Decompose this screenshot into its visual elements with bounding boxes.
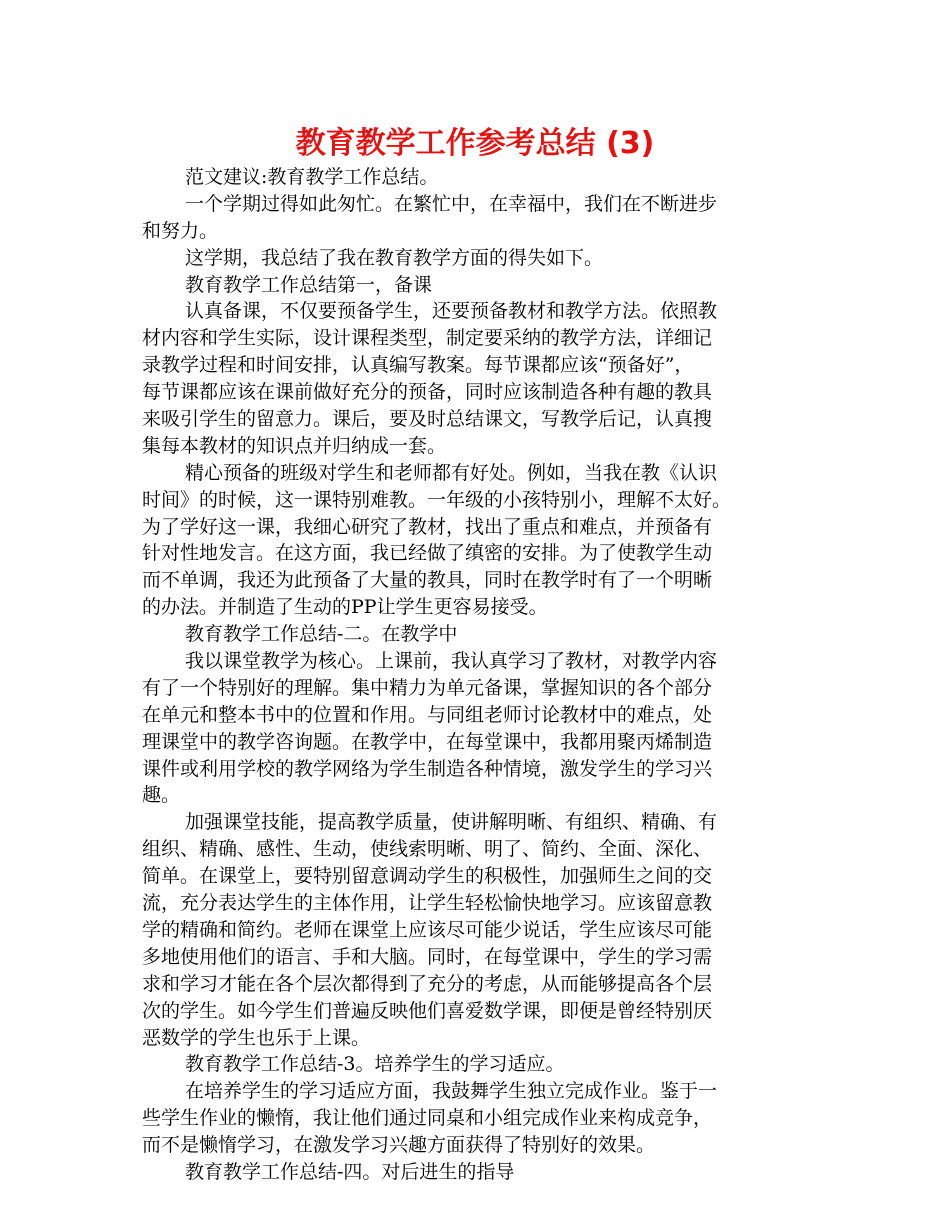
body-text-line: 理课堂中的教学咨询题。在教学中，在每堂课中，我都用聚丙烯制造: [142, 730, 713, 753]
body-text-line: 材内容和学生实际，设计课程类型，制定要采纳的教学方法，详细记: [142, 327, 713, 350]
body-text-line: 来吸引学生的留意力。课后，要及时总结课文，写教学后记，认真搜: [142, 408, 713, 431]
body-text-line: 多地使用他们的语言、手和大脑。同时，在每堂课中，学生的学习需: [142, 945, 713, 968]
body-text-line: 集每本教材的知识点并归纳成一套。: [142, 434, 447, 457]
body-text-line: 组织、精确、感性、生动，使线索明晰、明了、简约、全面、深化、: [142, 838, 713, 861]
body-text-line: 求和学习才能在各个层次都得到了充分的考虑，从而能够提高各个层: [142, 972, 713, 995]
body-text-line: 录教学过程和时间安排，认真编写教案。每节课都应该“预备好”，: [142, 354, 694, 377]
body-text-line: 教育教学工作总结第一，备课: [185, 273, 433, 296]
body-text-line: 些学生作业的懒惰，我让他们通过同桌和小组完成作业来构成竞争，: [142, 1107, 713, 1130]
body-text-line: 在单元和整本书中的位置和作用。与同组老师讨论教材中的难点，处: [142, 703, 713, 726]
body-text-line: 恶数学的学生也乐于上课。: [142, 1026, 371, 1049]
body-text-line: 课件或利用学校的教学网络为学生制造各种情境，激发学生的学习兴: [142, 757, 713, 780]
body-text-line: 精心预备的班级对学生和老师都有好处。例如，当我在教《认识: [185, 461, 718, 484]
body-text-line: 这学期，我总结了我在教育教学方面的得失如下。: [185, 246, 604, 269]
body-text-line: 教育教学工作总结-二。在教学中: [185, 623, 458, 646]
body-text-line: 在培养学生的学习适应方面，我鼓舞学生独立完成作业。鉴于一: [185, 1080, 718, 1103]
body-text-line: 简单。在课堂上，要特别留意调动学生的积极性，加强师生之间的交: [142, 865, 713, 888]
body-text-line: 我以课堂教学为核心。上课前，我认真学习了教材，对教学内容: [185, 650, 718, 673]
document-body: [142, 164, 822, 1186]
body-text-line: 流，充分表达学生的主体作用，让学生轻松愉快地学习。应该留意教: [142, 892, 713, 915]
body-text-line: 为了学好这一课，我细心研究了教材，找出了重点和难点，并预备有: [142, 515, 713, 538]
body-text-line: 而不单调，我还为此预备了大量的教具，同时在教学时有了一个明晰: [142, 569, 713, 592]
body-text-line: 每节课都应该在课前做好充分的预备，同时应该制造各种有趣的教具: [142, 381, 713, 404]
body-text-line: 而不是懒惰学习，在激发学习兴趣方面获得了特别好的效果。: [142, 1134, 656, 1157]
body-text-line: 教育教学工作总结-3。培养学生的学习适应。: [185, 1053, 565, 1076]
body-text-line: 针对性地发言。在这方面，我已经做了缜密的安排。为了使教学生动: [142, 542, 713, 565]
body-text-line: 学的精确和简约。老师在课堂上应该尽可能少说话，学生应该尽可能: [142, 918, 713, 941]
body-text-line: 的办法。并制造了生动的PP让学生更容易接受。: [142, 596, 548, 619]
body-text-line: 有了一个特别好的理解。集中精力为单元备课，掌握知识的各个部分: [142, 676, 713, 699]
body-text-line: 时间》的时候，这一课特别难教。一年级的小孩特别小，理解不太好。: [142, 488, 732, 511]
body-text-line: 次的学生。如今学生们普遍反映他们喜爱数学课，即便是曾经特别厌: [142, 999, 713, 1022]
body-text-line: 加强课堂技能，提高教学质量，使讲解明晰、有组织、精确、有: [185, 811, 718, 834]
body-text-line: 范文建议:教育教学工作总结。: [185, 166, 439, 188]
body-text-line: 教育教学工作总结-四。对后进生的指导: [185, 1160, 515, 1183]
body-text-line: 和努力。: [142, 219, 219, 242]
document-title: 教育教学工作参考总结 (3): [295, 126, 655, 161]
body-text-line: 一个学期过得如此匆忙。在繁忙中，在幸福中，我们在不断进步: [185, 192, 718, 215]
body-text-line: 认真备课，不仅要预备学生，还要预备教材和教学方法。依照教: [185, 300, 718, 323]
body-text-line: 趣。: [142, 784, 181, 807]
